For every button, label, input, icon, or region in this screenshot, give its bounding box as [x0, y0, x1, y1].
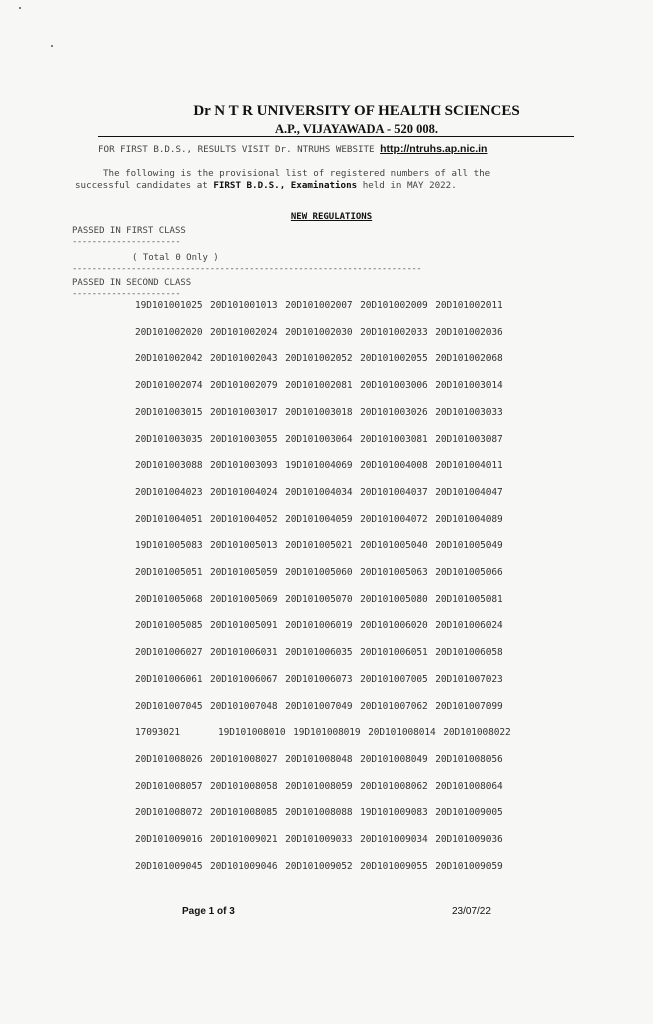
intro-line-2 [75, 180, 490, 192]
registration-row: 20D101007045 20D101007048 20D101007049 20D101007062 20D101007099 [135, 700, 503, 712]
page-number: Page 1 of 3 [182, 906, 235, 917]
section-heading: NEW REGULATIONS [290, 212, 373, 222]
registration-row: 20D101008026 20D101008027 20D101008048 20D101008049 20D101008056 [135, 753, 503, 765]
second-class-label: PASSED IN SECOND CLASS [72, 278, 192, 288]
website-line [98, 143, 487, 155]
second-class-underline: ---------------------- [72, 289, 181, 299]
registration-row: 20D101009016 20D101009021 20D101009033 20D101009034 20D101009036 [135, 834, 503, 845]
registration-row: 17093021 19D101008010 19D101008019 20D101008014 20D101008022 [135, 727, 511, 739]
registration-row: 19D101005083 20D101005013 20D101005021 20D101005040 20D101005049 [135, 540, 503, 552]
registration-row: 20D101003015 20D101003017 20D101003018 20D101003026 20D101003033 [135, 406, 503, 418]
registration-row: 20D101008057 20D101008058 20D101008059 20D101008062 20D101008064 [135, 780, 503, 792]
first-class-total: ( Total 0 Only ) [132, 253, 219, 263]
registration-row: 20D101005051 20D101005059 20D101005060 20D101005063 20D101005066 [135, 567, 503, 578]
website-prefix: FOR FIRST B.D.S., RESULTS VISIT Dr. NTRUHS WEBSITE [98, 144, 375, 155]
registration-row: 20D101004051 20D101004052 20D101004059 20D101004072 20D101004089 [135, 513, 503, 525]
registration-row: 20D101002020 20D101002024 20D101002030 20D101002033 20D101002036 [135, 326, 503, 338]
registration-row: 20D101005085 20D101005091 20D101006019 20D101006020 20D101006024 [135, 620, 503, 632]
intro-paragraph [75, 168, 490, 192]
registration-row: 20D101005068 20D101005069 20D101005070 20D101005080 20D101005081 [135, 593, 503, 605]
registration-row: 20D101002074 20D101002079 20D101002081 20D101003006 20D101003014 [135, 380, 503, 392]
header-rule [98, 136, 574, 137]
exam-name: FIRST B.D.S., Examinations [213, 180, 358, 191]
registration-row: 20D101002042 20D101002043 20D101002052 20D101002055 20D101002068 [135, 353, 503, 365]
section-separator: ----------------------------------------------------------------------- [72, 264, 422, 274]
scan-speck [51, 45, 53, 47]
registration-row: 19D101001025 20D101001013 20D101002007 20D101002009 20D101002011 [135, 300, 503, 311]
university-title: Dr N T R UNIVERSITY OF HEALTH SCIENCES [193, 103, 520, 119]
registration-row: 20D101003088 20D101003093 19D101004069 20D101004008 20D101004011 [135, 460, 503, 472]
registration-row: 20D101004023 20D101004024 20D101004034 20D101004037 20D101004047 [135, 486, 503, 498]
intro-text: successful candidates at [75, 180, 208, 191]
website-link[interactable]: http://ntruhs.ap.nic.in [380, 143, 488, 155]
registration-row: 20D101006027 20D101006031 20D101006035 20D101006051 20D101006058 [135, 647, 503, 659]
print-date: 23/07/22 [452, 906, 491, 917]
intro-text: held in MAY 2022. [362, 180, 457, 191]
intro-line-1: The following is the provisional list of registered numbers of all the [103, 168, 491, 179]
registration-row: 20D101009045 20D101009046 20D101009052 20D101009055 20D101009059 [135, 860, 503, 872]
first-class-label: PASSED IN FIRST CLASS [72, 226, 186, 236]
scan-speck [19, 7, 21, 9]
registration-row: 20D101006061 20D101006067 20D101006073 20D101007005 20D101007023 [135, 673, 503, 685]
registration-row: 20D101008072 20D101008085 20D101008088 19D101009083 20D101009005 [135, 807, 503, 819]
first-class-underline: ---------------------- [72, 237, 181, 247]
university-address: A.P., VIJAYAWADA - 520 008. [274, 122, 438, 136]
registration-row: 20D101003035 20D101003055 20D101003064 20D101003081 20D101003087 [135, 433, 503, 445]
